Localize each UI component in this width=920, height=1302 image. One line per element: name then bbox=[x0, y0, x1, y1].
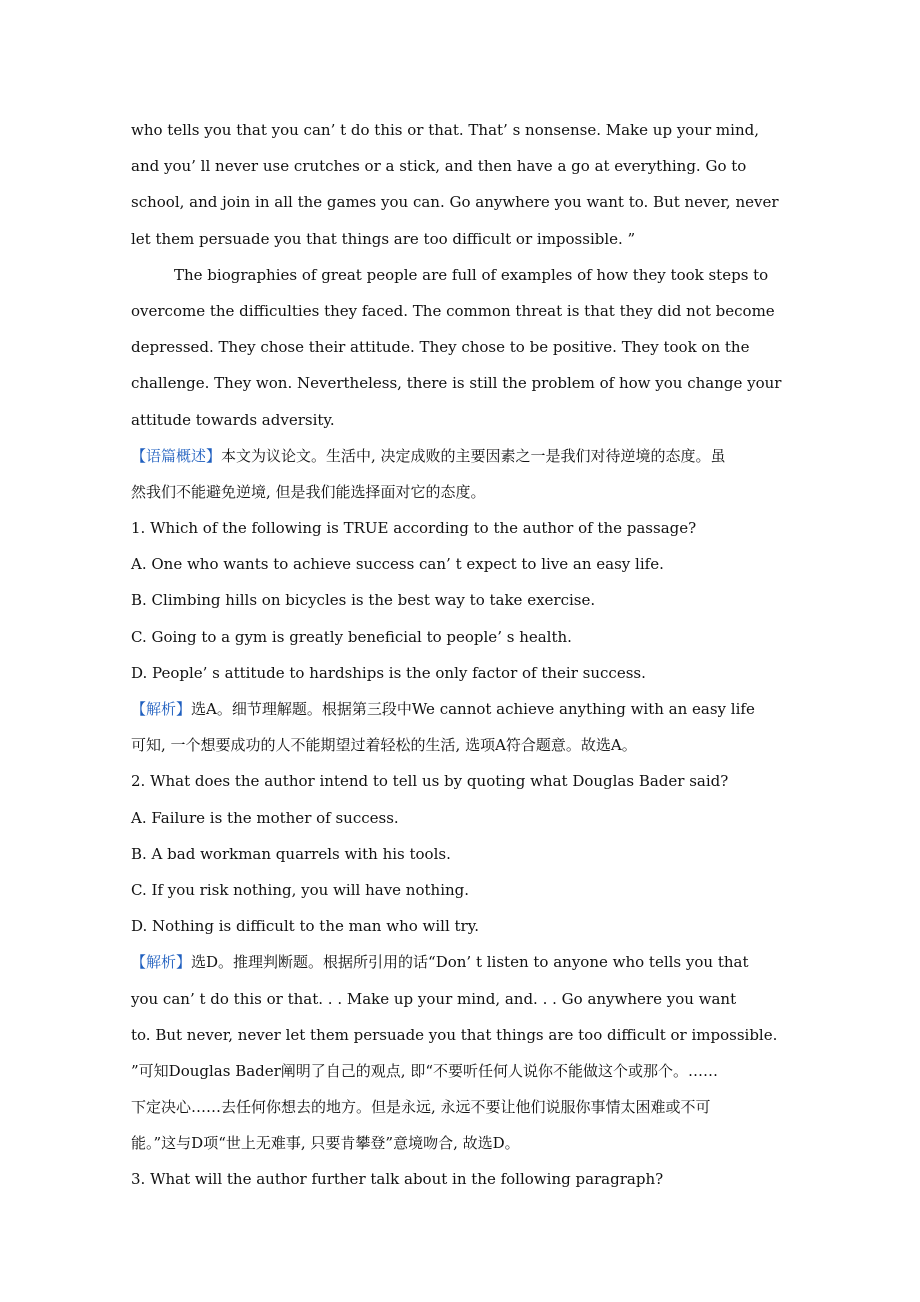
q2-option-c: C. If you risk nothing, you will have nothing. bbox=[131, 880, 470, 899]
q2-option-a: A. Failure is the mother of success. bbox=[131, 808, 399, 827]
passage-line: challenge. They won. Nevertheless, there is still the problem of how you change your bbox=[131, 374, 782, 393]
summary-line: 然我们不能避免逆境, 但是我们能选择面对它的态度。 bbox=[131, 482, 486, 501]
q2-analysis-line: 下定决心……去任何你想去的地方。但是永远, 永远不要让他们说服你事情太困难或不可 bbox=[131, 1098, 711, 1117]
q2-option-b: B. A bad workman quarrels with his tools. bbox=[131, 844, 451, 863]
document-page bbox=[131, 112, 791, 1198]
q2-analysis-text: 选D。推理判断题。根据所引用的话“Don’ t listen to anyone who tells you that bbox=[191, 953, 749, 972]
passage-line: depressed. They chose their attitude. They chose to be positive. They took on the bbox=[131, 338, 750, 357]
q2-analysis-line: ”可知Douglas Bader阐明了自己的观点, 即“不要听任何人说你不能做这个或那个。…… bbox=[131, 1061, 719, 1080]
passage-line: who tells you that you can’ t do this or that. That’ s nonsense. Make up your mind, bbox=[131, 121, 759, 139]
passage-line: attitude towards adversity. bbox=[131, 410, 335, 429]
q2-analysis-line: 能。”这与D项“世上无难事, 只要肯攀登”意境吻合, 故选D。 bbox=[131, 1134, 520, 1153]
q1-option-c: C. Going to a gym is greatly beneficial to people’ s health. bbox=[131, 627, 572, 646]
q1-analysis-line bbox=[131, 691, 791, 727]
q2-analysis-tag: 【解析】 bbox=[131, 953, 192, 972]
summary-line bbox=[131, 438, 791, 474]
q1-option-d: D. People’ s attitude to hardships is the only factor of their success. bbox=[131, 663, 646, 682]
passage-line: overcome the difficulties they faced. The common threat is that they did not become bbox=[131, 301, 775, 320]
q2-option-d: D. Nothing is difficult to the man who will try. bbox=[131, 917, 479, 936]
q2-analysis-line bbox=[131, 944, 791, 980]
q2-analysis-line: you can’ t do this or that. . . Make up your mind, and. . . Go anywhere you want bbox=[131, 989, 737, 1008]
summary-text: 本文为议论文。生活中, 决定成败的主要因素之一是我们对待逆境的态度。虽 bbox=[221, 446, 726, 465]
q1-option-a: A. One who wants to achieve success can’ t expect to live an easy life. bbox=[131, 555, 664, 574]
question-1: 1. Which of the following is TRUE according to the author of the passage? bbox=[131, 519, 697, 538]
passage-line: The biographies of great people are full of examples of how they took steps to bbox=[174, 265, 769, 284]
question-2: 2. What does the author intend to tell us by quoting what Douglas Bader said? bbox=[131, 772, 729, 791]
q1-analysis-tag: 【解析】 bbox=[131, 700, 192, 718]
summary-tag: 【语篇概述】 bbox=[131, 446, 222, 465]
passage-line: let them persuade you that things are too difficult or impossible. ” bbox=[131, 229, 636, 248]
passage-line: and you’ ll never use crutches or a stick, and then have a go at everything. Go to bbox=[131, 157, 747, 176]
q1-analysis-line: 可知, 一个想要成功的人不能期望过着轻松的生活, 选项A符合题意。故选A。 bbox=[131, 736, 637, 755]
question-3: 3. What will the author further talk about in the following paragraph? bbox=[131, 1170, 664, 1189]
q1-analysis-text: 选A。细节理解题。根据第三段中We cannot achieve anything with an easy life bbox=[191, 700, 755, 718]
q2-analysis-line: to. But never, never let them persuade you that things are too difficult or impossible. bbox=[131, 1025, 778, 1044]
q1-option-b: B. Climbing hills on bicycles is the best way to take exercise. bbox=[131, 591, 596, 610]
passage-line: school, and join in all the games you can. Go anywhere you want to. But never, never bbox=[131, 193, 779, 212]
